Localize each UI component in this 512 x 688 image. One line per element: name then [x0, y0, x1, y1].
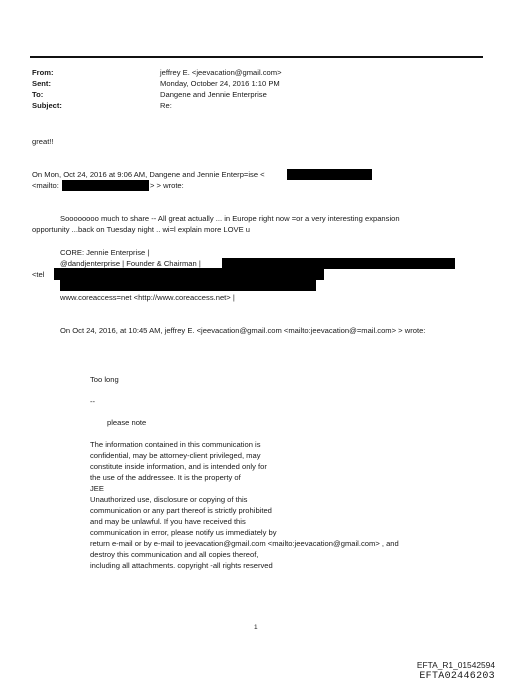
signature-url: www.coreaccess=net <http://www.coreaccess.net> |	[60, 293, 235, 302]
too-long-text: Too long	[90, 375, 119, 384]
redaction-block	[287, 169, 372, 180]
disclaimer-line: JEE	[90, 484, 104, 493]
redaction-block	[62, 180, 149, 191]
signature-line2: @dandjenterprise | Founder & Chairman |	[60, 259, 201, 268]
disclaimer-line: the use of the addressee. It is the property of	[90, 473, 241, 482]
disclaimer-line: constitute inside information, and is intended only for	[90, 462, 267, 471]
bates-number-secondary: EFTA02446203	[419, 671, 495, 682]
redaction-block	[60, 280, 316, 291]
from-value: jeffrey E. <jeevacation@gmail.com>	[160, 68, 282, 77]
to-value: Dangene and Jennie Enterprise	[160, 90, 267, 99]
signature-tel: <tel	[32, 270, 45, 279]
reply1-line2a: <mailto:	[32, 181, 59, 190]
disclaimer-line: The information contained in this communication is	[90, 440, 261, 449]
reply2-header: On Oct 24, 2016, at 10:45 AM, jeffrey E. <jeevacation@gmail.com <mailto:jeevacation@=mail.com> > wrote:	[60, 326, 426, 335]
disclaimer-line: confidential, may be attorney-client privileged, may	[90, 451, 261, 460]
dashes-text: --	[90, 397, 96, 406]
sent-label: Sent:	[32, 79, 51, 88]
message-line2: opportunity ...back on Tuesday night .. wi=l explain more LOVE u	[32, 225, 251, 234]
disclaimer-line: communication in error, please notify us immediately by	[90, 528, 277, 537]
page-number: 1	[254, 624, 258, 631]
disclaimer-line: communication or any part thereof is strictly prohibited	[90, 506, 272, 515]
disclaimer-line: return e-mail or by e-mail to jeevacation@gmail.com <mailto:jeevacation@gmail.com> , and	[90, 539, 399, 548]
disclaimer-line: destroy this communication and all copies thereof,	[90, 550, 259, 559]
disclaimer-line: including all attachments. copyright -all rights reserved	[90, 561, 273, 570]
to-label: To:	[32, 90, 44, 99]
body-great: great!!	[32, 137, 54, 146]
bates-number-primary: EFTA_R1_01542594	[416, 660, 495, 670]
reply1-line2b: > > wrote:	[150, 181, 184, 190]
subject-value: Re:	[160, 101, 172, 110]
disclaimer-line: Unauthorized use, disclosure or copying of this	[90, 495, 248, 504]
subject-label: Subject:	[32, 101, 62, 110]
disclaimer-line: and may be unlawful. If you have received this	[90, 517, 246, 526]
reply1-line1: On Mon, Oct 24, 2016 at 9:06 AM, Dangene and Jennie Enterp=ise <	[32, 170, 265, 179]
please-note-text: please note	[107, 418, 147, 427]
message-line1: Soooooooo much to share -- All great actually ... in Europe right now =or a very interesting expansion	[60, 214, 400, 223]
header-divider	[30, 56, 483, 58]
from-label: From:	[32, 68, 54, 77]
signature-line1: CORE: Jennie Enterprise |	[60, 248, 150, 257]
redaction-block	[54, 268, 324, 280]
sent-value: Monday, October 24, 2016 1:10 PM	[160, 79, 280, 88]
